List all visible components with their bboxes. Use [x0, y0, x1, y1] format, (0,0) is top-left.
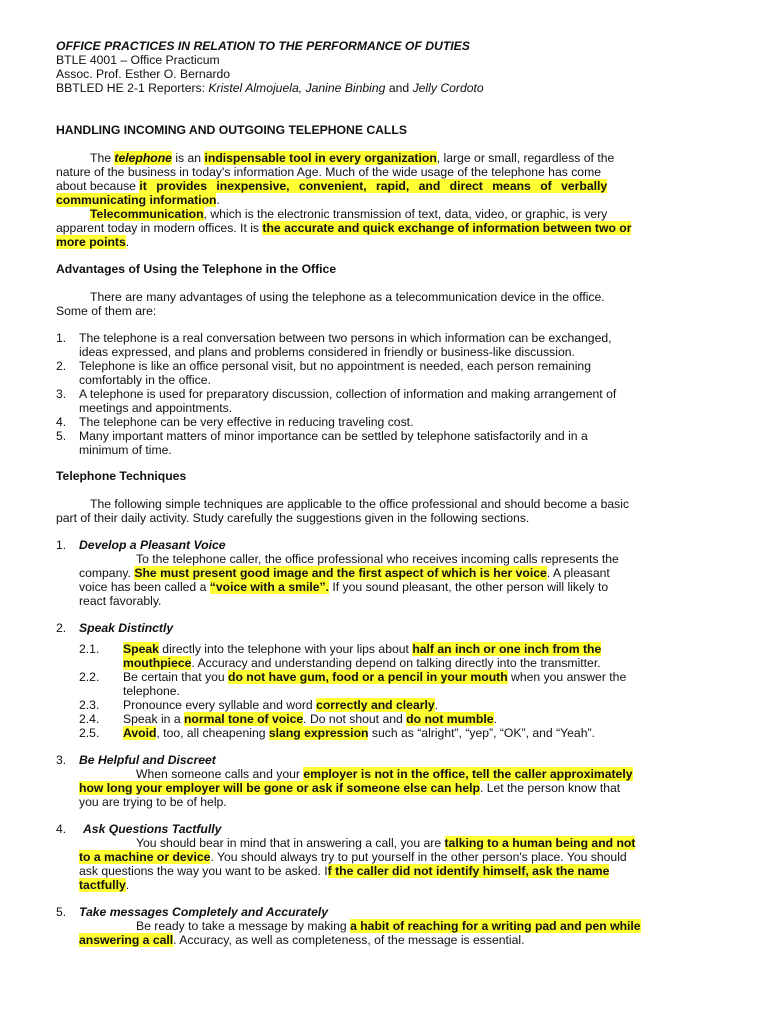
list-number: 2. [56, 359, 67, 373]
highlight-tactfully: tactfully [79, 878, 126, 892]
reporters-last: Jelly Cordoto [412, 81, 484, 95]
technique-text [79, 850, 627, 864]
highlight-no-gum: do not have gum, food or a pencil in your mouth [228, 670, 508, 684]
text-run: Be certain that you [123, 670, 229, 684]
text-run: . [216, 193, 220, 207]
highlight-avoid: Avoid [123, 726, 157, 740]
technique-title: Speak Distinctly [79, 621, 174, 635]
text-run: Speak in a [123, 712, 184, 726]
text-run: The [90, 151, 115, 165]
highlight-accurate-exchange: the accurate and quick exchange of information between two or [262, 221, 632, 235]
list-item: The telephone can be very effective in reducing traveling cost. [79, 415, 414, 429]
list-item: Many important matters of minor importance can be settled by telephone satisfactorily and in a [79, 429, 588, 443]
subitem-text [123, 726, 595, 740]
highlight-communicating: communicating information [56, 193, 217, 207]
text-run: is an [171, 151, 205, 165]
technique-text: react favorably. [79, 594, 162, 608]
text-run: . [125, 878, 130, 892]
highlight-mouthpiece: mouthpiece [123, 656, 192, 670]
technique-title: Develop a Pleasant Voice [79, 538, 226, 552]
text-run: . Do not shout and [303, 712, 407, 726]
text-run: , large or small, regardless of the [436, 151, 615, 165]
highlight-identify: f the caller did not identify himself, ask the name [327, 864, 610, 878]
technique-text [136, 767, 633, 781]
highlight-good-image: She must present good image and the first aspect of which is her voice [134, 566, 547, 580]
highlight-voice-smile: “voice with a smile”. [209, 580, 329, 594]
technique-number: 3. [56, 753, 67, 767]
text-run: . Let the person know that [479, 781, 621, 795]
advantages-heading: Advantages of Using the Telephone in the Office [56, 262, 337, 276]
intro-p1-line3 [56, 179, 607, 193]
advantages-intro-line1: There are many advantages of using the telephone as a telecommunication device in the office. [90, 290, 605, 304]
text-run: You should bear in mind that in answering a call, you are [136, 836, 445, 850]
list-item-cont: minimum of time. [79, 443, 172, 457]
technique-text [136, 836, 635, 850]
technique-number: 4. [56, 822, 67, 836]
list-item-cont: meetings and appointments. [79, 401, 233, 415]
list-item: Telephone is like an office personal visit, but no appointment is needed, each person remaining [79, 359, 591, 373]
list-item: A telephone is used for preparatory discussion, collection of information and making arrangement of [79, 387, 617, 401]
text-run: about because [56, 179, 140, 193]
list-number: 1. [56, 331, 67, 345]
advantages-intro-line2: Some of them are: [56, 304, 157, 318]
highlight-inexpensive: it provides inexpensive, convenient, rapid, and direct means of verbally [139, 179, 608, 193]
highlight-machine: to a machine or device [79, 850, 211, 864]
list-number: 4. [56, 415, 67, 429]
intro-p2-line1 [90, 207, 607, 221]
highlight-writing-pad: a habit of reaching for a writing pad and pen while [350, 919, 641, 933]
highlight-human-being: talking to a human being and not [444, 836, 636, 850]
technique-title: Ask Questions Tactfully [83, 822, 222, 836]
text-run: Be ready to take a message by making [136, 919, 351, 933]
list-number: 3. [56, 387, 67, 401]
text-run: when you answer the [507, 670, 627, 684]
professor-line: Assoc. Prof. Esther O. Bernardo [56, 67, 231, 81]
technique-text: To the telephone caller, the office professional who receives incoming calls represents the [136, 552, 619, 566]
subitem-text [123, 712, 497, 726]
highlight-employer-not-in: employer is not in the office, tell the caller approximately [303, 767, 633, 781]
section-title: HANDLING INCOMING AND OUTGOING TELEPHONE CALLS [56, 123, 407, 137]
list-number: 5. [56, 429, 67, 443]
technique-title: Take messages Completely and Accurately [79, 905, 329, 919]
text-run: , too, all cheapening [156, 726, 269, 740]
text-run: Pronounce every syllable and word [123, 698, 317, 712]
list-item-cont: comfortably in the office. [79, 373, 211, 387]
subitem-number: 2.3. [79, 698, 100, 712]
highlight-no-mumble: do not mumble [406, 712, 494, 726]
text-run: . [125, 235, 130, 249]
highlight-telecommunication: Telecommunication [90, 207, 204, 221]
reporters-names: Kristel Almojuela, Janine Binbing [208, 81, 386, 95]
techniques-intro-line2: part of their daily activity. Study carefully the suggestions given in the following sections. [56, 511, 530, 525]
text-run: When someone calls and your [136, 767, 304, 781]
techniques-intro-line1: The following simple techniques are applicable to the office professional and should become a basic [90, 497, 630, 511]
text-run: . You should always try to put yourself in the other person's place. You should [210, 850, 627, 864]
list-item: The telephone is a real conversation between two persons in which information can be exchanged, [79, 331, 612, 345]
technique-text [79, 864, 609, 878]
subitem-text [123, 642, 601, 656]
highlight-how-long: how long your employer will be gone or ask if someone else can help [79, 781, 480, 795]
subitem-text: telephone. [123, 684, 180, 698]
reporters-line [56, 81, 484, 95]
subitem-text [123, 656, 601, 670]
document-title: OFFICE PRACTICES IN RELATION TO THE PERFORMANCE OF DUTIES [56, 39, 470, 53]
text-run: apparent today in modern offices. It is [56, 221, 263, 235]
text-run: . [434, 698, 439, 712]
text-run: ask questions the way you want to be asked. I [79, 864, 328, 878]
highlight-slang: slang expression [268, 726, 369, 740]
intro-p1-line1 [90, 151, 614, 165]
highlight-correctly-clearly: correctly and clearly [316, 698, 435, 712]
technique-number: 5. [56, 905, 67, 919]
intro-p1-line4 [56, 193, 220, 207]
intro-p2-line2 [56, 221, 631, 235]
text-run: voice has been called a [79, 580, 210, 594]
highlight-speak: Speak [123, 642, 159, 656]
technique-text [136, 919, 641, 933]
subitem-text [123, 670, 626, 684]
technique-text [79, 933, 525, 947]
highlight-normal-tone: normal tone of voice [183, 712, 304, 726]
text-run: directly into the telephone with your lips about [158, 642, 413, 656]
text-run: . [493, 712, 497, 726]
subitem-number: 2.1. [79, 642, 100, 656]
highlight-half-inch: half an inch or one inch from the [412, 642, 602, 656]
text-run: company. [79, 566, 135, 580]
text-run: such as “alright”, “yep”, “OK”, and “Yeah”. [368, 726, 595, 740]
technique-number: 1. [56, 538, 67, 552]
subitem-number: 2.4. [79, 712, 100, 726]
highlight-more-points: more points [56, 235, 126, 249]
technique-text: you are trying to be of help. [79, 795, 227, 809]
subitem-text [123, 698, 438, 712]
techniques-heading: Telephone Techniques [56, 469, 187, 483]
subitem-number: 2.2. [79, 670, 100, 684]
highlight-answering-call: answering a call [79, 933, 174, 947]
intro-p1-line2: nature of the business in today's information Age. Much of the wide usage of the telephone has come [56, 165, 602, 179]
technique-text [79, 878, 129, 892]
text-run: . Accuracy and understanding depend on talking directly into the transmitter. [191, 656, 601, 670]
text-run: . A pleasant [546, 566, 610, 580]
highlight-telephone: telephone [114, 151, 172, 165]
text-run: , which is the electronic transmission of text, data, video, or graphic, is very [203, 207, 608, 221]
intro-p2-line3 [56, 235, 129, 249]
reporters-prefix: BBTLED HE 2-1 Reporters: [56, 81, 209, 95]
course-line: BTLE 4001 – Office Practicum [56, 53, 220, 67]
text-run: If you sound pleasant, the other person will likely to [329, 580, 609, 594]
reporters-and: and [385, 81, 413, 95]
text-run: . Accuracy, as well as completeness, of the message is essential. [173, 933, 525, 947]
technique-text [79, 580, 608, 594]
subitem-number: 2.5. [79, 726, 100, 740]
list-item-cont: ideas expressed, and plans and problems considered in friendly or business-like discussion. [79, 345, 575, 359]
technique-title: Be Helpful and Discreet [79, 753, 216, 767]
technique-text [79, 781, 620, 795]
highlight-indispensable: indispensable tool in every organization [204, 151, 437, 165]
technique-text [79, 566, 610, 580]
technique-number: 2. [56, 621, 67, 635]
